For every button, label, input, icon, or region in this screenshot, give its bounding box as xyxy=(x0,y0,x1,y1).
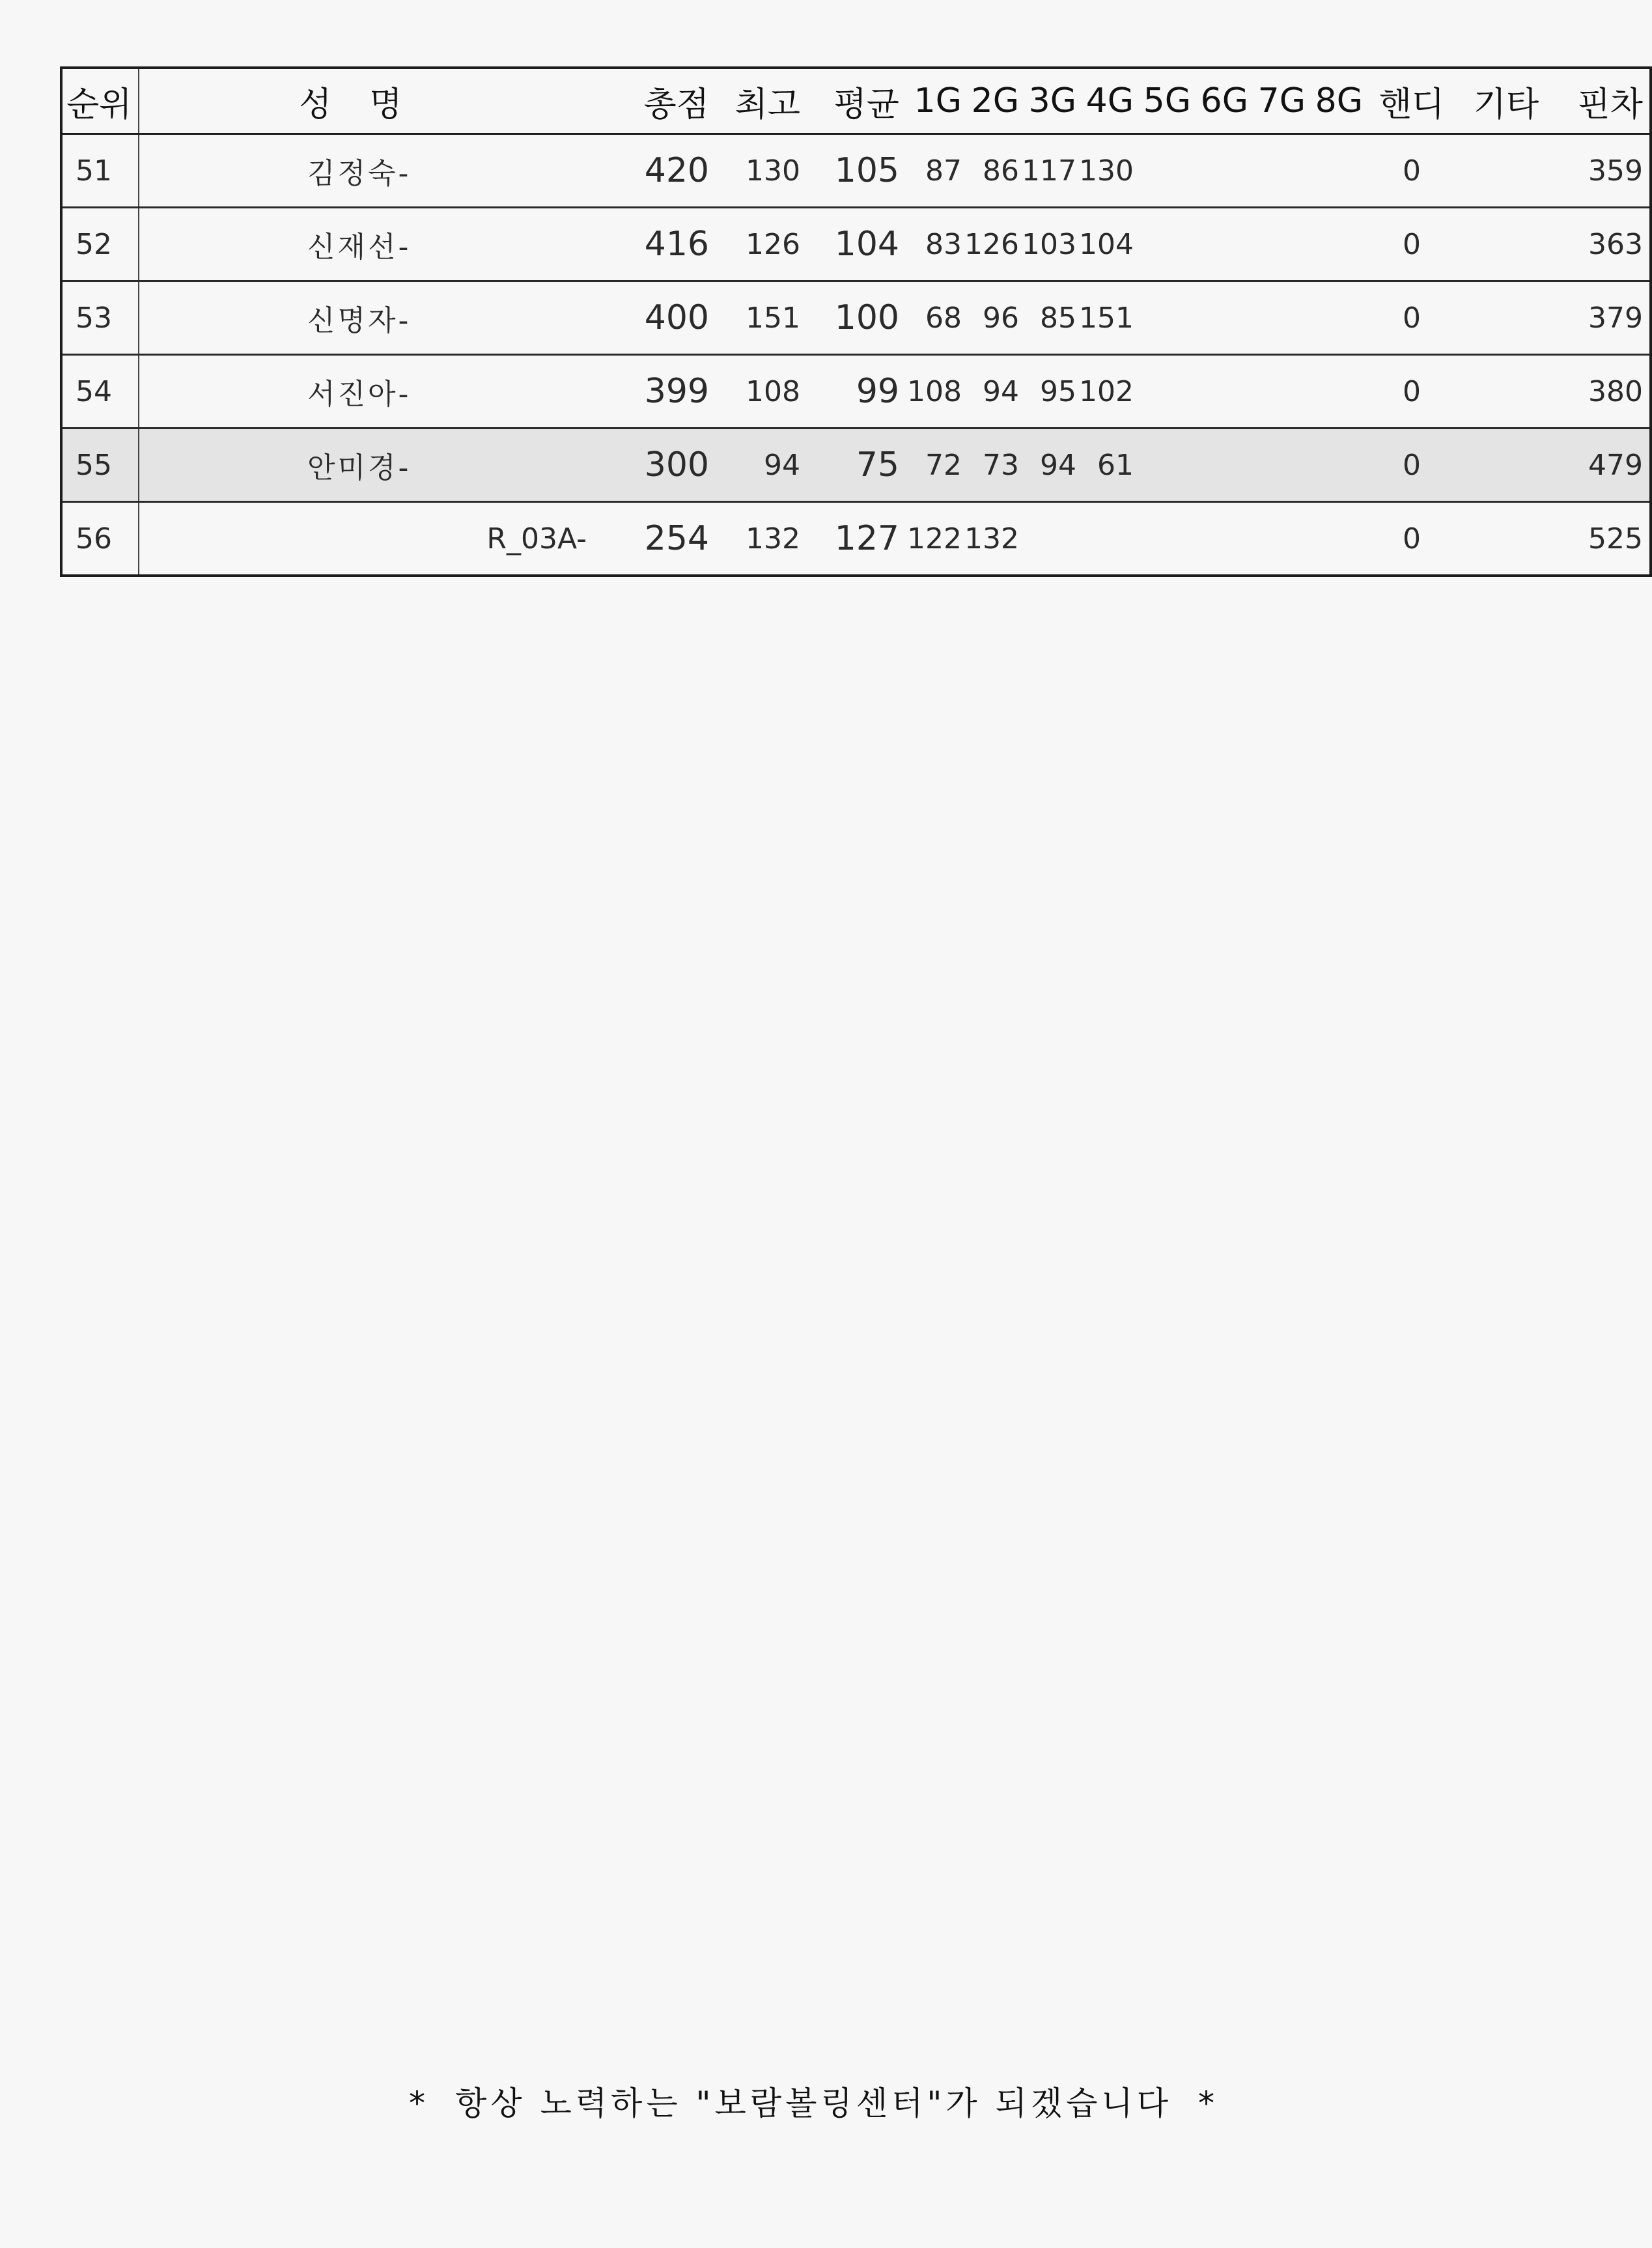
cell-g8 xyxy=(1306,429,1363,502)
cell-g1: 87 xyxy=(925,154,962,188)
cell-g6 xyxy=(1191,355,1248,429)
cell-g6 xyxy=(1191,281,1248,355)
cell-g7 xyxy=(1248,502,1306,576)
header-max: 최고 xyxy=(735,85,800,124)
table-row xyxy=(61,429,1651,502)
cell-total: 254 xyxy=(644,519,709,558)
cell-g2: 73 xyxy=(962,429,1019,502)
table-row xyxy=(61,134,1651,208)
table-header-row xyxy=(61,68,1651,134)
cell-g3: 94 xyxy=(1019,429,1076,502)
cell-g8 xyxy=(1306,281,1363,355)
cell-g5 xyxy=(1134,281,1191,355)
cell-max: 94 xyxy=(716,429,808,502)
cell-max: 126 xyxy=(746,227,800,261)
cell-name: 신명자- xyxy=(307,304,412,337)
cell-pin-diff: 380 xyxy=(1588,374,1643,408)
cell-g4 xyxy=(1076,502,1134,576)
header-handicap: 핸디 xyxy=(1379,85,1445,124)
header-total: 총점 xyxy=(643,85,709,124)
header-g5: 5G xyxy=(1143,81,1191,120)
cell-g5 xyxy=(1134,134,1191,208)
cell-total: 399 xyxy=(644,372,709,411)
cell-total: 400 xyxy=(644,298,709,337)
cell-g8 xyxy=(1306,208,1363,281)
cell-g7 xyxy=(1248,355,1306,429)
cell-g2: 86 xyxy=(983,154,1019,188)
cell-avg: 105 xyxy=(834,151,899,190)
header-pin-diff: 핀차 xyxy=(1577,85,1643,124)
cell-g1: 68 xyxy=(925,301,962,335)
cell-pin-diff: 525 xyxy=(1588,522,1643,555)
cell-g3: 103 xyxy=(1022,227,1076,261)
header-etc: 기타 xyxy=(1473,85,1539,124)
table-row xyxy=(61,208,1651,281)
header-rank: 순위 xyxy=(61,68,139,134)
cell-rank: 56 xyxy=(61,502,139,576)
table-row xyxy=(61,355,1651,429)
cell-g5 xyxy=(1134,355,1191,429)
cell-g8 xyxy=(1306,502,1363,576)
cell-g6 xyxy=(1191,502,1248,576)
cell-g7 xyxy=(1248,281,1306,355)
cell-etc xyxy=(1461,208,1552,281)
footer-message xyxy=(0,2077,1627,2124)
cell-name: 김정숙- xyxy=(307,157,412,190)
header-name: 성명 xyxy=(299,85,440,124)
cell-g4: 102 xyxy=(1079,374,1134,408)
star-right: * xyxy=(1198,2085,1219,2122)
cell-g1: 108 xyxy=(907,374,962,408)
cell-g1: 72 xyxy=(904,429,962,502)
footer-text: 항상 노력하는 "보람볼링센터"가 되겠습니다 xyxy=(455,2085,1173,2122)
cell-etc xyxy=(1461,355,1552,429)
cell-max: 130 xyxy=(746,154,800,188)
bowling-score-table xyxy=(60,66,1652,577)
cell-g5 xyxy=(1134,502,1191,576)
cell-g8 xyxy=(1306,355,1363,429)
table-row xyxy=(61,502,1651,576)
cell-max: 132 xyxy=(746,522,800,555)
cell-g3: 95 xyxy=(1040,374,1076,408)
cell-avg: 99 xyxy=(856,372,899,411)
cell-handicap: 0 xyxy=(1403,522,1421,555)
cell-avg: 127 xyxy=(834,519,899,558)
cell-avg: 100 xyxy=(834,298,899,337)
cell-g6 xyxy=(1191,208,1248,281)
cell-rank: 51 xyxy=(61,134,139,208)
cell-avg: 75 xyxy=(808,429,904,502)
cell-g4: 104 xyxy=(1079,227,1134,261)
header-g2: 2G xyxy=(971,81,1019,120)
cell-rank: 52 xyxy=(61,208,139,281)
cell-handicap: 0 xyxy=(1403,301,1421,335)
cell-g4: 151 xyxy=(1079,301,1134,335)
cell-g6 xyxy=(1191,134,1248,208)
cell-total: 420 xyxy=(644,151,709,190)
cell-etc xyxy=(1461,502,1552,576)
header-g3: 3G xyxy=(1028,81,1076,120)
header-g1: 1G xyxy=(914,81,962,120)
cell-g7 xyxy=(1248,429,1306,502)
cell-handicap: 0 xyxy=(1403,154,1421,188)
cell-g1: 122 xyxy=(907,522,962,555)
cell-name: R_03A- xyxy=(486,522,587,555)
cell-g3: 85 xyxy=(1040,301,1076,335)
cell-pin-diff: 479 xyxy=(1552,429,1651,502)
cell-name: 신재선- xyxy=(307,231,412,264)
cell-rank: 55 xyxy=(61,429,139,502)
cell-g5 xyxy=(1134,208,1191,281)
header-g4: 4G xyxy=(1085,81,1134,120)
cell-g5 xyxy=(1134,429,1191,502)
cell-pin-diff: 359 xyxy=(1588,154,1643,188)
cell-handicap: 0 xyxy=(1403,227,1421,261)
cell-g7 xyxy=(1248,134,1306,208)
cell-g3: 117 xyxy=(1022,154,1076,188)
cell-name: 서진아- xyxy=(307,378,412,411)
cell-etc xyxy=(1461,429,1552,502)
cell-g2: 126 xyxy=(964,227,1019,261)
cell-g8 xyxy=(1306,134,1363,208)
cell-etc xyxy=(1461,134,1552,208)
cell-g7 xyxy=(1248,208,1306,281)
cell-avg: 104 xyxy=(834,225,899,264)
cell-pin-diff: 379 xyxy=(1588,301,1643,335)
cell-g1: 83 xyxy=(925,227,962,261)
cell-g3 xyxy=(1019,502,1076,576)
cell-total: 300 xyxy=(605,429,716,502)
cell-g2: 96 xyxy=(983,301,1019,335)
cell-handicap: 0 xyxy=(1403,374,1421,408)
cell-rank: 53 xyxy=(61,281,139,355)
cell-max: 151 xyxy=(746,301,800,335)
cell-g6 xyxy=(1191,429,1248,502)
cell-g2: 132 xyxy=(964,522,1019,555)
cell-g4: 130 xyxy=(1079,154,1134,188)
header-g8: 8G xyxy=(1315,81,1363,120)
star-left: * xyxy=(408,2085,429,2122)
header-avg: 평균 xyxy=(833,85,899,124)
cell-etc xyxy=(1461,281,1552,355)
cell-total: 416 xyxy=(644,225,709,264)
cell-g4: 61 xyxy=(1076,429,1134,502)
cell-name: 안미경- xyxy=(139,429,605,502)
cell-g2: 94 xyxy=(983,374,1019,408)
cell-handicap: 0 xyxy=(1363,429,1461,502)
cell-max: 108 xyxy=(746,374,800,408)
cell-rank: 54 xyxy=(61,355,139,429)
table-row xyxy=(61,281,1651,355)
header-g7: 7G xyxy=(1257,81,1306,120)
cell-pin-diff: 363 xyxy=(1588,227,1643,261)
header-g6: 6G xyxy=(1200,81,1248,120)
